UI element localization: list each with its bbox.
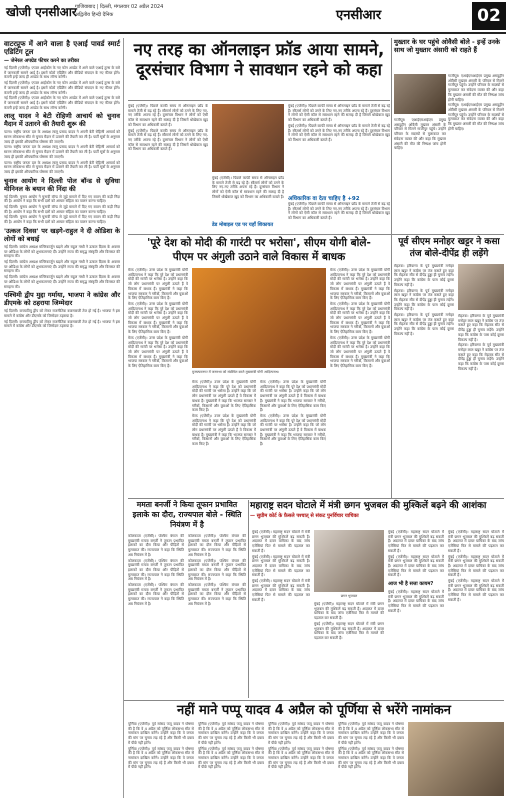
newspaper-logo: खोजी एनसीआर bbox=[6, 5, 77, 19]
bottom-body-col-4 bbox=[338, 722, 404, 796]
lead-body: मुंबई (एजेंसी)। पिछले काफी समय से ऑनलाइन फ्रॉड के मामले तेजी से बढ़ रहे हैं। स्कैमर्स लोगों को ठगने के लिए नए-नए तरीके अपना रहे हैं। दूरसंचार विभाग ने लोगों को ऐसी कॉल से सावधान रहने की सलाह दी है जिसमें धोखेबाज खुद को विभाग का अधिकारी बताते हैं। bbox=[128, 104, 208, 127]
story2-body-2: मेरठ (एजेंसी)। उत्तर प्रदेश के मुख्यमंत्री योगी आदित्यनाथ ने कहा कि पूरे देश को प्रधानमंत्री मोदी की गारंटी पर भरोसा है। उन्होंने कहा कि जो लोग प्रधानमंत्री पर अंगुली उठाते हैं वे विकास में बाधक हैं। मुख्यमंत्री ने कहा कि भाजपा सरकार ने गरीबों, किसानों और युवाओं के लिए ऐतिहासिक काम किए हैं। bbox=[192, 380, 256, 413]
tagline: अद्वितीय हिन्दी दैनिक bbox=[75, 12, 114, 18]
story4-headline bbox=[128, 500, 246, 530]
divider bbox=[248, 500, 249, 698]
story2-caption: मुजफ्फरनगर में जनसभा को संबोधित करते मुख्यमंत्री योगी आदित्यनाथ। bbox=[192, 370, 280, 374]
story3-body-col-2 bbox=[458, 314, 504, 496]
story4-body-b: कोलकाता (एजेंसी)। पश्चिम बंगाल की मुख्यमंत्री ममता बनर्जी ने तूफान प्रभावित इलाकों का दौरा किया और पीड़ितों से मुलाकात की। राज्यपाल ने कहा कि स्थिति अब नियंत्रण में है। bbox=[128, 558, 184, 582]
story5-body-2b: मुंबई (एजेंसी)। महाराष्ट्र सदन घोटाले में मंत्री छगन भुजबल की मुश्किलें बढ़ सकती हैं। अदालत में दायर याचिका के बाद जांच एजेंसियां फिर से मामले की पड़ताल कर सकती हैं। bbox=[314, 621, 384, 640]
right-top-headline: मुख्तार के घर पहुंचे ओवैसी बोले - इन्हें उनके साथ जो मुख्तार अंसारी को राहते हैं bbox=[394, 38, 501, 54]
yogi-photo bbox=[192, 268, 326, 368]
story5-headline bbox=[250, 500, 504, 519]
lead-link[interactable]: डेड मोबाइल एड पर यहाँ शिकायत bbox=[212, 222, 274, 228]
khattar-photo bbox=[458, 264, 504, 310]
lead-body-col-1 bbox=[128, 104, 208, 232]
story3-body-col-1 bbox=[394, 264, 454, 496]
story5-body-col-2 bbox=[314, 602, 384, 698]
left-column bbox=[4, 38, 124, 798]
left-body-3c: नई दिल्ली। चुनाव आयोग ने चुनावी बॉन्ड से जुड़े मामले में दिए गए बयान की कड़ी निंदा की है। आयोग ने कहा कि सभी दलों को आचार संहिता का पालन करना चाहिए। bbox=[4, 215, 120, 225]
story3-headline bbox=[394, 236, 504, 260]
story4-body-2: कोलकाता (एजेंसी)। पश्चिम बंगाल की मुख्यमंत्री ममता बनर्जी ने तूफान प्रभावित इलाकों का दौरा किया और पीड़ितों से मुलाकात की। राज्यपाल ने कहा कि स्थिति अब नियंत्रण में है। bbox=[188, 534, 246, 557]
lead-body-2: मुंबई (एजेंसी)। पिछले काफी समय से ऑनलाइन फ्रॉड के मामले तेजी से बढ़ रहे हैं। स्कैमर्स लोगों को ठगने के लिए नए-नए तरीके अपना रहे हैं। दूरसंचार विभाग ने लोगों को ऐसी कॉल से सावधान रहने की सलाह दी है जिसमें धोखेबाज खुद को विभाग का अधिकारी बताते हैं। bbox=[212, 176, 284, 199]
story2-body: मेरठ (एजेंसी)। उत्तर प्रदेश के मुख्यमंत्री योगी आदित्यनाथ ने कहा कि पूरे देश को प्रधानमंत्री मोदी की गारंटी पर भरोसा है। उन्होंने कहा कि जो लोग प्रधानमंत्री पर अंगुली उठाते हैं वे विकास में बाधक हैं। मुख्यमंत्री ने कहा कि भाजपा सरकार ने गरीबों, किसानों और युवाओं के लिए ऐतिहासिक काम किए हैं। bbox=[128, 268, 188, 301]
left-body-2b: पटना। राष्ट्रीय जनता दल के अध्यक्ष लालू प्रसाद यादव ने अपनी बेटी रोहिणी आचार्य को सारण लोकसभा सीट से चुनाव मैदान में उतारने की तैयारी कर ली है। पार्टी सूत्रों के अनुसार जल्द ही इसकी औपचारिक घोषणा की जाएगी। bbox=[4, 145, 120, 159]
divider bbox=[128, 498, 504, 499]
story5-body-b: मुंबई (एजेंसी)। महाराष्ट्र सदन घोटाले में मंत्री छगन भुजबल की मुश्किलें बढ़ सकती हैं। अदालत में दायर याचिका के बाद जांच एजेंसियां फिर से मामले की पड़ताल कर सकती हैं। bbox=[252, 554, 310, 578]
bottom-body-4b: पूर्णिया (एजेंसी)। पूर्व सांसद पप्पू यादव ने घोषणा की है कि वे 4 अप्रैल को पूर्णिया लोकसभा सीट से नामांकन दाखिल करेंगे। उन्होंने कहा कि वे जनता की मांग पर चुनाव लड़ रहे हैं और किसी भी दबाव में पीछे नहीं हटेंगे। bbox=[338, 746, 404, 770]
left-body-4b: नई दिल्ली। कांग्रेस अध्यक्ष मल्लिकार्जुन खड़गे और राहुल गांधी ने उत्कल दिवस के अवसर पर ओडिशा के लोगों को शुभकामनाएं दीं। उन्होंने राज्य की समृद्ध संस्कृति और विरासत की सराहना की। bbox=[4, 259, 120, 274]
bottom-body-3b: पूर्णिया (एजेंसी)। पूर्व सांसद पप्पू यादव ने घोषणा की है कि वे 4 अप्रैल को पूर्णिया लोकसभा सीट से नामांकन दाखिल करेंगे। उन्होंने कहा कि वे जनता की मांग पर चुनाव लड़ रहे हैं और किसी भी दबाव में पीछे नहीं हटेंगे। bbox=[268, 746, 334, 770]
divider bbox=[124, 700, 504, 701]
story3-body: रोहतक। हरियाणा के पूर्व मुख्यमंत्री मनोहर लाल खट्टर ने कांग्रेस पर तंज कसते हुए कहा कि रोहतक सीट से दीपेंद्र हुड्डा ही चुनाव लड़ेंगे। उन्होंने कहा कि कांग्रेस के पास कोई दूसरा विकल्प नहीं है। bbox=[394, 264, 454, 287]
story2-body-3b: मेरठ (एजेंसी)। उत्तर प्रदेश के मुख्यमंत्री योगी आदित्यनाथ ने कहा कि पूरे देश को प्रधानमंत्री मोदी की गारंटी पर भरोसा है। उन्होंने कहा कि जो लोग प्रधानमंत्री पर अंगुली उठाते हैं वे विकास में बाधक हैं। मुख्यमंत्री ने कहा कि भाजपा सरकार ने गरीबों, किसानों और युवाओं के लिए ऐतिहासिक काम किए हैं। bbox=[260, 413, 326, 447]
right-top-body-col-2 bbox=[394, 118, 446, 208]
left-body-2c: पटना। राष्ट्रीय जनता दल के अध्यक्ष लालू प्रसाद यादव ने अपनी बेटी रोहिणी आचार्य को सारण लोकसभा सीट से चुनाव मैदान में उतारने की तैयारी कर ली है। पार्टी सूत्रों के अनुसार जल्द ही इसकी औपचारिक घोषणा की जाएगी। bbox=[4, 160, 120, 174]
story2-body-col-4 bbox=[330, 268, 390, 496]
lead-body-3b: मुंबई (एजेंसी)। पिछले काफी समय से ऑनलाइन फ्रॉड के मामले तेजी से बढ़ रहे हैं। स्कैमर्स लोगों को ठगने के लिए नए-नए तरीके अपना रहे हैं। दूरसंचार विभाग ने लोगों को ऐसी कॉल से सावधान रहने की सलाह दी है जिसमें धोखेबाज खुद को विभाग का अधिकारी बताते हैं। bbox=[288, 123, 390, 142]
story2-body-3: मेरठ (एजेंसी)। उत्तर प्रदेश के मुख्यमंत्री योगी आदित्यनाथ ने कहा कि पूरे देश को प्रधानमंत्री मोदी की गारंटी पर भरोसा है। उन्होंने कहा कि जो लोग प्रधानमंत्री पर अंगुली उठाते हैं वे विकास में बाधक हैं। मुख्यमंत्री ने कहा कि भाजपा सरकार ने गरीबों, किसानों और युवाओं के लिए ऐतिहासिक काम किए हैं। bbox=[260, 380, 326, 413]
bottom-body-col-2 bbox=[198, 722, 264, 796]
issue-date: गाजियाबाद | दिल्ली, मंगलवार 02 अप्रैल 2024 bbox=[75, 4, 164, 10]
story2-headline bbox=[128, 236, 390, 264]
bottom-body-3: पूर्णिया (एजेंसी)। पूर्व सांसद पप्पू यादव ने घोषणा की है कि वे 4 अप्रैल को पूर्णिया लोकसभा सीट से नामांकन दाखिल करेंगे। उन्होंने कहा कि वे जनता की मांग पर चुनाव लड़ रहे हैं और किसी भी दबाव में पीछे नहीं हटेंगे। bbox=[268, 722, 334, 745]
divider bbox=[128, 234, 504, 235]
story5-body-3c: मुंबई (एजेंसी)। महाराष्ट्र सदन घोटाले में मंत्री छगन भुजबल की मुश्किलें बढ़ सकती हैं। अदालत में दायर याचिका के बाद जांच एजेंसियां फिर से मामले की पड़ताल कर सकती हैं। bbox=[388, 590, 444, 613]
story5-caption: छगन भुजबल bbox=[340, 594, 358, 598]
story5-headline-text: महाराष्ट्र सदन घोटाले में मंत्री छगन भुजबल की मुश्किलें बढ़ने की आशंका bbox=[250, 501, 487, 511]
left-subhead-1: — जेनेरल अपग्रेड फीचर करने का तरीका bbox=[4, 58, 80, 64]
left-body-1c: नई दिल्ली (एजेंसी)। एप्पल आईफोन के नए फोन अपडेट में आने वाले एआई टूल्स के बारे में जानकारी सामने आई है। इसमें फोटो एडिटिंग और वीडियो संपादन के नए फीचर होंगे। कंपनी इन्हें जल्द ही अपडेट के साथ लॉन्च करेगी। bbox=[4, 96, 120, 110]
story5-body-3: मुंबई (एजेंसी)। महाराष्ट्र सदन घोटाले में मंत्री छगन भुजबल की मुश्किलें बढ़ सकती हैं। अदालत में दायर याचिका के बाद जांच एजेंसियां फिर से मामले की पड़ताल कर सकती हैं। bbox=[388, 530, 444, 553]
story5-body: मुंबई (एजेंसी)। महाराष्ट्र सदन घोटाले में मंत्री छगन भुजबल की मुश्किलें बढ़ सकती हैं। अदालत में दायर याचिका के बाद जांच एजेंसियां फिर से मामले की पड़ताल कर सकती हैं। bbox=[252, 530, 310, 553]
story2-body-2b: मेरठ (एजेंसी)। उत्तर प्रदेश के मुख्यमंत्री योगी आदित्यनाथ ने कहा कि पूरे देश को प्रधानमंत्री मोदी की गारंटी पर भरोसा है। उन्होंने कहा कि जो लोग प्रधानमंत्री पर अंगुली उठाते हैं वे विकास में बाधक हैं। मुख्यमंत्री ने कहा कि भाजपा सरकार ने गरीबों, किसानों और युवाओं के लिए ऐतिहासिक काम किए हैं। bbox=[192, 413, 256, 447]
bottom-body: पूर्णिया (एजेंसी)। पूर्व सांसद पप्पू यादव ने घोषणा की है कि वे 4 अप्रैल को पूर्णिया लोकसभा सीट से नामांकन दाखिल करेंगे। उन्होंने कहा कि वे जनता की मांग पर चुनाव लड़ रहे हैं और किसी भी दबाव में पीछे नहीं हटेंगे। bbox=[128, 722, 194, 745]
bottom-body-2b: पूर्णिया (एजेंसी)। पूर्व सांसद पप्पू यादव ने घोषणा की है कि वे 4 अप्रैल को पूर्णिया लोकसभा सीट से नामांकन दाखिल करेंगे। उन्होंने कहा कि वे जनता की मांग पर चुनाव लड़ रहे हैं और किसी भी दबाव में पीछे नहीं हटेंगे। bbox=[198, 746, 264, 770]
story2-body-4c: मेरठ (एजेंसी)। उत्तर प्रदेश के मुख्यमंत्री योगी आदित्यनाथ ने कहा कि पूरे देश को प्रधानमंत्री मोदी की गारंटी पर भरोसा है। उन्होंने कहा कि जो लोग प्रधानमंत्री पर अंगुली उठाते हैं वे विकास में बाधक हैं। मुख्यमंत्री ने कहा कि भाजपा सरकार ने गरीबों, किसानों और युवाओं के लिए ऐतिहासिक काम किए हैं। bbox=[330, 335, 390, 369]
story5-body-3b: मुंबई (एजेंसी)। महाराष्ट्र सदन घोटाले में मंत्री छगन भुजबल की मुश्किलें बढ़ सकती हैं। अदालत में दायर याचिका के बाद जांच एजेंसियां फिर से मामले की पड़ताल कर सकती हैं। bbox=[388, 554, 444, 578]
left-body-5: नई दिल्ली। कच्चातिवु द्वीप को लेकर राजनीतिक बयानबाजी तेज हो गई है। भाजपा ने इस मामले में कांग्रेस और डीएमके को जिम्मेदार ठहराया है। bbox=[4, 309, 120, 318]
story4-body-col-2 bbox=[188, 534, 246, 698]
story3-headline-text: पूर्व सीएम मनोहर खट्टर ने कसा तंज बोले-दीपेंद्र ही लड़ेंगे bbox=[398, 237, 500, 259]
story5-body-4: मुंबई (एजेंसी)। महाराष्ट्र सदन घोटाले में मंत्री छगन भुजबल की मुश्किलें बढ़ सकती हैं। अदालत में दायर याचिका के बाद जांच एजेंसियां फिर से मामले की पड़ताल कर सकती हैं। bbox=[448, 530, 504, 553]
right-top-body: गाजीपुर। एआईएमआईएम प्रमुख असदुद्दीन ओवैसी मुख्तार अंसारी के परिवार से मिलने गाजीपुर पहुंचे। उन्होंने परिवार के सदस्यों से मुलाकात कर संवेदना व्यक्त की और कहा कि मुख्तार अंसारी की मौत की निष्पक्ष जांच होनी चाहिए। bbox=[448, 74, 504, 102]
left-body-1: नई दिल्ली (एजेंसी)। एप्पल आईफोन के नए फोन अपडेट में आने वाले एआई टूल्स के बारे में जानकारी सामने आई है। इसमें फोटो एडिटिंग और वीडियो संपादन के नए फीचर होंगे। कंपनी इन्हें जल्द ही अपडेट के साथ लॉन्च करेगी। bbox=[4, 66, 120, 80]
lead-headline-line-2: दूरसंचार विभाग ने सावधान रहने को कहा bbox=[136, 60, 382, 79]
left-body-3: नई दिल्ली। चुनाव आयोग ने चुनावी बॉन्ड से जुड़े मामले में दिए गए बयान की कड़ी निंदा की है। आयोग ने कहा कि सभी दलों को आचार संहिता का पालन करना चाहिए। bbox=[4, 194, 120, 204]
left-body-3b: नई दिल्ली। चुनाव आयोग ने चुनावी बॉन्ड से जुड़े मामले में दिए गए बयान की कड़ी निंदा की है। आयोग ने कहा कि सभी दलों को आचार संहिता का पालन करना चाहिए। bbox=[4, 205, 120, 214]
lead-body-col-4 bbox=[288, 202, 390, 222]
story2-headline-line-2: पीएम पर अंगुली उठाने वाले विकास में बाधक bbox=[172, 251, 346, 263]
story4-headline-text: ममता बनर्जी ने किया तूफान प्रभावित इलाके का दौरा, राज्यपाल बोले - स्थिति नियंत्रण में है bbox=[132, 500, 242, 529]
story5-body-col-4 bbox=[448, 530, 504, 698]
left-headline-5: पश्चिमी द्वीप मुद्दा गर्माया, भाजपा ने कांग्रेस और डीएमके को ठहराया जिम्मेदार bbox=[4, 291, 120, 308]
lead-body-4: मुंबई (एजेंसी)। पिछले काफी समय से ऑनलाइन फ्रॉड के मामले तेजी से बढ़ रहे हैं। स्कैमर्स लोगों को ठगने के लिए नए-नए तरीके अपना रहे हैं। दूरसंचार विभाग ने लोगों को ऐसी कॉल से सावधान रहने की सलाह दी है जिसमें धोखेबाज खुद को विभाग का अधिकारी बताते हैं। bbox=[288, 202, 390, 221]
story4-body: कोलकाता (एजेंसी)। पश्चिम बंगाल की मुख्यमंत्री ममता बनर्जी ने तूफान प्रभावित इलाकों का दौरा किया और पीड़ितों से मुलाकात की। राज्यपाल ने कहा कि स्थिति अब नियंत्रण में है। bbox=[128, 534, 184, 557]
right-top-body-b: गाजीपुर। एआईएमआईएम प्रमुख असदुद्दीन ओवैसी मुख्तार अंसारी के परिवार से मिलने गाजीपुर पहुंचे। उन्होंने परिवार के सदस्यों से मुलाकात कर संवेदना व्यक्त की और कहा कि मुख्तार अंसारी की मौत की निष्पक्ष जांच होनी चाहिए। bbox=[448, 103, 504, 131]
story5-body-4c: मुंबई (एजेंसी)। महाराष्ट्र सदन घोटाले में मंत्री छगन भुजबल की मुश्किलें बढ़ सकती हैं। अदालत में दायर याचिका के बाद जांच एजेंसियां फिर से मामले की पड़ताल कर सकती हैं। bbox=[448, 579, 504, 602]
story5-body-col-1 bbox=[252, 530, 310, 698]
bhujbal-photo bbox=[314, 530, 384, 592]
masthead bbox=[0, 0, 506, 34]
right-top-body-col-1 bbox=[448, 74, 504, 208]
lead-headline-line-1: नए तरह का ऑनलाइन फ्रॉड आया सामने, bbox=[133, 40, 385, 59]
lead-body-col-3 bbox=[288, 104, 390, 192]
left-headline-2: लालू यादव ने बेटी रोहिणी आचार्य को चुनाव मैदान में उतारने की तैयारी शुरू की bbox=[4, 112, 120, 129]
story2-body-col-1 bbox=[128, 268, 188, 496]
story5-body-col-3 bbox=[388, 530, 444, 698]
story4-body-col-1 bbox=[128, 534, 184, 698]
lead-photo bbox=[212, 104, 284, 172]
divider bbox=[128, 100, 390, 101]
story2-body-c: मेरठ (एजेंसी)। उत्तर प्रदेश के मुख्यमंत्री योगी आदित्यनाथ ने कहा कि पूरे देश को प्रधानमंत्री मोदी की गारंटी पर भरोसा है। उन्होंने कहा कि जो लोग प्रधानमंत्री पर अंगुली उठाते हैं वे विकास में बाधक हैं। मुख्यमंत्री ने कहा कि भाजपा सरकार ने गरीबों, किसानों और युवाओं के लिए ऐतिहासिक काम किए हैं। bbox=[128, 335, 188, 369]
left-headline-3: चुनाव आयोग ने दिल्ली पोल बॉन्ड से सुविधा मीनिनल के बयान की निंदा की bbox=[4, 176, 120, 193]
owaisi-photo bbox=[394, 74, 446, 114]
left-body-1b: नई दिल्ली (एजेंसी)। एप्पल आईफोन के नए फोन अपडेट में आने वाले एआई टूल्स के बारे में जानकारी सामने आई है। इसमें फोटो एडिटिंग और वीडियो संपादन के नए फीचर होंगे। कंपनी इन्हें जल्द ही अपडेट के साथ लॉन्च करेगी। bbox=[4, 81, 120, 95]
section-title: एनसीआर bbox=[336, 8, 382, 23]
left-headline-4: 'उत्कल दिवस' पर खड़गे-राहुल ने दी ओडिशा के लोगों को बधाई bbox=[4, 226, 120, 243]
story3-body-2: रोहतक। हरियाणा के पूर्व मुख्यमंत्री मनोहर लाल खट्टर ने कांग्रेस पर तंज कसते हुए कहा कि रोहतक सीट से दीपेंद्र हुड्डा ही चुनाव लड़ेंगे। उन्होंने कहा कि कांग्रेस के पास कोई दूसरा विकल्प नहीं है। bbox=[458, 314, 504, 342]
lead-headline bbox=[128, 40, 390, 98]
divider bbox=[391, 38, 392, 498]
bottom-body-col-1 bbox=[128, 722, 194, 796]
lead-body-b: मुंबई (एजेंसी)। पिछले काफी समय से ऑनलाइन फ्रॉड के मामले तेजी से बढ़ रहे हैं। स्कैमर्स लोगों को ठगने के लिए नए-नए तरीके अपना रहे हैं। दूरसंचार विभाग ने लोगों को ऐसी कॉल से सावधान रहने की सलाह दी है जिसमें धोखेबाज खुद को विभाग का अधिकारी बताते हैं। bbox=[128, 128, 208, 152]
left-headline-1: वाटरप्रूफ में आने वाला है एआई पावर्ड स्मार्ट एडिटिंग टूल bbox=[4, 40, 120, 56]
bottom-body-col-3 bbox=[268, 722, 334, 796]
story5-body-2: मुंबई (एजेंसी)। महाराष्ट्र सदन घोटाले में मंत्री छगन भुजबल की मुश्किलें बढ़ सकती हैं। अदालत में दायर याचिका के बाद जांच एजेंसियां फिर से मामले की पड़ताल कर सकती हैं। bbox=[314, 602, 384, 621]
page-number: 02 bbox=[472, 2, 506, 30]
bottom-headline-text: नहीं माने पप्पू यादव 4 अप्रैल को पूर्णिया से भरेंगे नामांकन bbox=[177, 703, 451, 718]
lead-callout: अधिकारिक वा देता चाहिए है +92 bbox=[288, 196, 360, 202]
bottom-body-4: पूर्णिया (एजेंसी)। पूर्व सांसद पप्पू यादव ने घोषणा की है कि वे 4 अप्रैल को पूर्णिया लोकसभा सीट से नामांकन दाखिल करेंगे। उन्होंने कहा कि वे जनता की मांग पर चुनाव लड़ रहे हैं और किसी भी दबाव में पीछे नहीं हटेंगे। bbox=[338, 722, 404, 745]
bottom-body-b: पूर्णिया (एजेंसी)। पूर्व सांसद पप्पू यादव ने घोषणा की है कि वे 4 अप्रैल को पूर्णिया लोकसभा सीट से नामांकन दाखिल करेंगे। उन्होंने कहा कि वे जनता की मांग पर चुनाव लड़ रहे हैं और किसी भी दबाव में पीछे नहीं हटेंगे। bbox=[128, 746, 194, 770]
left-body-4c: नई दिल्ली। कांग्रेस अध्यक्ष मल्लिकार्जुन खड़गे और राहुल गांधी ने उत्कल दिवस के अवसर पर ओडिशा के लोगों को शुभकामनाएं दीं। उन्होंने राज्य की समृद्ध संस्कृति और विरासत की सराहना की। bbox=[4, 275, 120, 289]
bottom-headline bbox=[124, 702, 504, 720]
story3-body-b: रोहतक। हरियाणा के पूर्व मुख्यमंत्री मनोहर लाल खट्टर ने कांग्रेस पर तंज कसते हुए कहा कि रोहतक सीट से दीपेंद्र हुड्डा ही चुनाव लड़ेंगे। उन्होंने कहा कि कांग्रेस के पास कोई दूसरा विकल्प नहीं है। bbox=[394, 288, 454, 312]
story2-body-4b: मेरठ (एजेंसी)। उत्तर प्रदेश के मुख्यमंत्री योगी आदित्यनाथ ने कहा कि पूरे देश को प्रधानमंत्री मोदी की गारंटी पर भरोसा है। उन्होंने कहा कि जो लोग प्रधानमंत्री पर अंगुली उठाते हैं वे विकास में बाधक हैं। मुख्यमंत्री ने कहा कि भाजपा सरकार ने गरीबों, किसानों और युवाओं के लिए ऐतिहासिक काम किए हैं। bbox=[330, 301, 390, 335]
right-top-body-2: गाजीपुर। एआईएमआईएम प्रमुख असदुद्दीन ओवैसी मुख्तार अंसारी के परिवार से मिलने गाजीपुर पहुंचे। उन्होंने परिवार के सदस्यों से मुलाकात कर संवेदना व्यक्त की और कहा कि मुख्तार अंसारी की मौत की निष्पक्ष जांच होनी चाहिए। bbox=[394, 118, 446, 151]
story5-body-4b: मुंबई (एजेंसी)। महाराष्ट्र सदन घोटाले में मंत्री छगन भुजबल की मुश्किलें बढ़ सकती हैं। अदालत में दायर याचिका के बाद जांच एजेंसियां फिर से मामले की पड़ताल कर सकती हैं। bbox=[448, 554, 504, 578]
story3-body-2b: रोहतक। हरियाणा के पूर्व मुख्यमंत्री मनोहर लाल खट्टर ने कांग्रेस पर तंज कसते हुए कहा कि रोहतक सीट से दीपेंद्र हुड्डा ही चुनाव लड़ेंगे। उन्होंने कहा कि कांग्रेस के पास कोई दूसरा विकल्प नहीं है। bbox=[458, 343, 504, 371]
story2-body-col-3 bbox=[260, 380, 326, 496]
story3-body-c: रोहतक। हरियाणा के पूर्व मुख्यमंत्री मनोहर लाल खट्टर ने कांग्रेस पर तंज कसते हुए कहा कि रोहतक सीट से दीपेंद्र हुड्डा ही चुनाव लड़ेंगे। उन्होंने कहा कि कांग्रेस के पास कोई दूसरा विकल्प नहीं है। bbox=[394, 313, 454, 336]
story4-body-2c: कोलकाता (एजेंसी)। पश्चिम बंगाल की मुख्यमंत्री ममता बनर्जी ने तूफान प्रभावित इलाकों का दौरा किया और पीड़ितों से मुलाकात की। राज्यपाल ने कहा कि स्थिति अब नियंत्रण में है। bbox=[188, 583, 246, 606]
story5-subhead: आज भी है सत्ता कायम? bbox=[388, 581, 434, 588]
story4-body-c: कोलकाता (एजेंसी)। पश्चिम बंगाल की मुख्यमंत्री ममता बनर्जी ने तूफान प्रभावित इलाकों का दौरा किया और पीड़ितों से मुलाकात की। राज्यपाल ने कहा कि स्थिति अब नियंत्रण में है। bbox=[128, 583, 184, 606]
left-body-4: नई दिल्ली। कांग्रेस अध्यक्ष मल्लिकार्जुन खड़गे और राहुल गांधी ने उत्कल दिवस के अवसर पर ओडिशा के लोगों को शुभकामनाएं दीं। उन्होंने राज्य की समृद्ध संस्कृति और विरासत की सराहना की। bbox=[4, 244, 120, 259]
story2-headline-line-1: 'पूरे देश को मोदी की गारंटी पर भरोसा', सीएम योगी बोले- bbox=[147, 237, 371, 249]
left-body-5b: नई दिल्ली। कच्चातिवु द्वीप को लेकर राजनीतिक बयानबाजी तेज हो गई है। भाजपा ने इस मामले में कांग्रेस और डीएमके को जिम्मेदार ठहराया है। bbox=[4, 319, 120, 329]
lead-body-3: मुंबई (एजेंसी)। पिछले काफी समय से ऑनलाइन फ्रॉड के मामले तेजी से बढ़ रहे हैं। स्कैमर्स लोगों को ठगने के लिए नए-नए तरीके अपना रहे हैं। दूरसंचार विभाग ने लोगों को ऐसी कॉल से सावधान रहने की सलाह दी है जिसमें धोखेबाज खुद को विभाग का अधिकारी बताते हैं। bbox=[288, 104, 390, 123]
story5-tag: — सुप्रीम कोर्ट के फ़ैसले पश्चात् से संकट पुनर्विचार याचिका bbox=[250, 513, 359, 519]
story2-body-4: मेरठ (एजेंसी)। उत्तर प्रदेश के मुख्यमंत्री योगी आदित्यनाथ ने कहा कि पूरे देश को प्रधानमंत्री मोदी की गारंटी पर भरोसा है। उन्होंने कहा कि जो लोग प्रधानमंत्री पर अंगुली उठाते हैं वे विकास में बाधक हैं। मुख्यमंत्री ने कहा कि भाजपा सरकार ने गरीबों, किसानों और युवाओं के लिए ऐतिहासिक काम किए हैं। bbox=[330, 268, 390, 301]
pappu-yadav-photo bbox=[408, 722, 504, 796]
bottom-body-2: पूर्णिया (एजेंसी)। पूर्व सांसद पप्पू यादव ने घोषणा की है कि वे 4 अप्रैल को पूर्णिया लोकसभा सीट से नामांकन दाखिल करेंगे। उन्होंने कहा कि वे जनता की मांग पर चुनाव लड़ रहे हैं और किसी भी दबाव में पीछे नहीं हटेंगे। bbox=[198, 722, 264, 745]
story5-body-c: मुंबई (एजेंसी)। महाराष्ट्र सदन घोटाले में मंत्री छगन भुजबल की मुश्किलें बढ़ सकती हैं। अदालत में दायर याचिका के बाद जांच एजेंसियां फिर से मामले की पड़ताल कर सकती हैं। bbox=[252, 579, 310, 602]
story2-body-col-2 bbox=[192, 380, 256, 496]
left-body-2: पटना। राष्ट्रीय जनता दल के अध्यक्ष लालू प्रसाद यादव ने अपनी बेटी रोहिणी आचार्य को सारण लोकसभा सीट से चुनाव मैदान में उतारने की तैयारी कर ली है। पार्टी सूत्रों के अनुसार जल्द ही इसकी औपचारिक घोषणा की जाएगी। bbox=[4, 130, 120, 144]
story2-body-b: मेरठ (एजेंसी)। उत्तर प्रदेश के मुख्यमंत्री योगी आदित्यनाथ ने कहा कि पूरे देश को प्रधानमंत्री मोदी की गारंटी पर भरोसा है। उन्होंने कहा कि जो लोग प्रधानमंत्री पर अंगुली उठाते हैं वे विकास में बाधक हैं। मुख्यमंत्री ने कहा कि भाजपा सरकार ने गरीबों, किसानों और युवाओं के लिए ऐतिहासिक काम किए हैं। bbox=[128, 301, 188, 335]
story4-body-2b: कोलकाता (एजेंसी)। पश्चिम बंगाल की मुख्यमंत्री ममता बनर्जी ने तूफान प्रभावित इलाकों का दौरा किया और पीड़ितों से मुलाकात की। राज्यपाल ने कहा कि स्थिति अब नियंत्रण में है। bbox=[188, 558, 246, 582]
